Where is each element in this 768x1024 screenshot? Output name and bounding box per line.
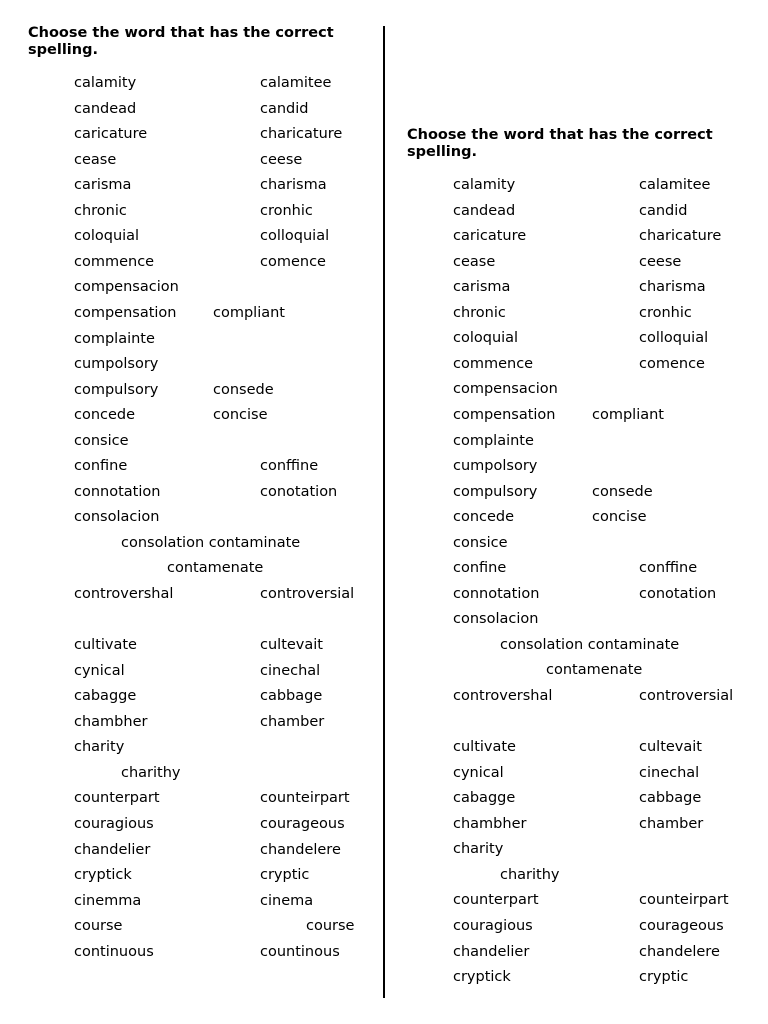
word-choice: conffine	[260, 458, 319, 475]
word-choice: course	[74, 918, 123, 935]
word-choice: charisma	[260, 177, 327, 194]
worksheet-title: Choose the word that has the correct spelling.	[28, 25, 334, 58]
word-choice: consolacion	[74, 509, 160, 526]
word-choice: compulsory	[453, 483, 538, 500]
word-choice: commence	[453, 355, 534, 372]
word-choice: concede	[453, 509, 515, 526]
word-choice: cryptick	[74, 867, 132, 884]
word-choice: carisma	[453, 279, 511, 296]
word-choice: comence	[260, 253, 326, 270]
word-choice: cabbage	[260, 688, 323, 705]
word-choice: cabagge	[453, 790, 516, 807]
word-choice: conotation	[260, 483, 338, 500]
word-choice: caricature	[453, 228, 527, 245]
word-choice: charisma	[639, 279, 706, 296]
word-choice: consolacion	[453, 611, 539, 628]
word-choice: chamber	[260, 713, 325, 730]
word-choice: cronhic	[260, 202, 313, 219]
word-choice: charithy	[500, 866, 560, 883]
word-choice: cinemma	[74, 892, 142, 909]
word-choice: charicature	[260, 126, 343, 143]
word-choice: calamitee	[639, 177, 711, 193]
word-choice: confine	[74, 458, 128, 475]
word-choice: couragious	[453, 917, 533, 934]
word-choice: cabbage	[639, 790, 702, 807]
word-choice: cabagge	[74, 688, 137, 705]
word-choice: coloquial	[453, 330, 519, 347]
word-choice: complainte	[453, 432, 534, 449]
word-choice: comence	[639, 355, 705, 372]
word-choice: consice	[453, 534, 508, 551]
word-choice: compensation	[453, 406, 556, 423]
word-choice: counteirpart	[639, 892, 729, 909]
word-choice: cultevait	[639, 739, 702, 756]
word-choice: cumpolsory	[74, 356, 159, 373]
word-choice: cultivate	[74, 637, 137, 654]
word-choice: coloquial	[74, 228, 140, 245]
word-choice: chronic	[74, 202, 127, 219]
word-choice: consede	[213, 381, 274, 398]
word-choice: ceese	[260, 151, 303, 168]
word-choice: cease	[74, 151, 117, 168]
word-choice: consice	[74, 432, 129, 449]
word-choice: candid	[639, 202, 688, 219]
word-choice: contamenate	[546, 662, 643, 679]
word-choice: connotation	[74, 483, 161, 500]
word-choice: complainte	[74, 330, 155, 347]
word-choice: compensation	[74, 304, 177, 321]
word-choice: candead	[453, 202, 516, 219]
word-choice: compensacion	[74, 279, 179, 296]
word-choice: controvershal	[453, 688, 553, 704]
word-choice: controversial	[260, 586, 355, 602]
word-choice: cryptic	[639, 969, 689, 986]
word-choice: cease	[453, 253, 496, 270]
word-choice: cronhic	[639, 304, 692, 321]
word-choice: chambher	[74, 713, 148, 730]
word-choice: charithy	[121, 764, 181, 781]
word-choice: ceese	[639, 253, 682, 270]
word-choice: concise	[213, 407, 268, 424]
word-choice: continuous	[74, 943, 154, 960]
word-choice: concede	[74, 407, 136, 424]
word-choice: counteirpart	[260, 790, 350, 807]
word-choice: counterpart	[74, 790, 160, 807]
word-choice: cultivate	[453, 739, 516, 756]
word-choice: connotation	[453, 585, 540, 602]
word-choice: charicature	[639, 228, 722, 245]
word-choice: cryptic	[260, 867, 310, 884]
word-choice: cryptick	[453, 969, 511, 986]
word-choice: cinechal	[639, 764, 700, 781]
word-choice: candid	[260, 100, 309, 117]
word-choice: charity	[453, 841, 504, 858]
word-choice: controvershal	[74, 586, 174, 602]
word-choice: cumpolsory	[453, 458, 538, 475]
word-choice: controversial	[639, 688, 734, 704]
word-choice: chronic	[453, 304, 506, 321]
word-choice: charity	[74, 739, 125, 756]
word-choice: cinechal	[260, 662, 321, 679]
word-choice: courageous	[639, 917, 724, 934]
word-choice: confine	[453, 560, 507, 577]
word-choice: compliant	[213, 304, 285, 321]
word-choice: chandelier	[74, 841, 151, 858]
word-choice: chandelere	[260, 841, 341, 858]
word-choice: compensacion	[453, 381, 558, 398]
word-choice: consolation contaminate	[121, 534, 301, 551]
word-choice: course	[306, 918, 355, 935]
word-choice: couragious	[74, 815, 154, 832]
word-choice: calamitee	[260, 75, 332, 91]
worksheet-title: Choose the word that has the correct spelling.	[407, 127, 713, 160]
word-choice: cynical	[74, 662, 125, 679]
word-choice: chandelere	[639, 943, 720, 960]
word-choice: concise	[592, 509, 647, 526]
word-choice: chambher	[453, 815, 527, 832]
word-choice: cultevait	[260, 637, 323, 654]
word-choice: calamity	[453, 177, 516, 193]
word-choice: colloquial	[260, 228, 330, 245]
word-choice: chamber	[639, 815, 704, 832]
word-choice: candead	[74, 100, 137, 117]
word-choice: countinous	[260, 943, 340, 960]
word-choice: carisma	[74, 177, 132, 194]
word-choice: contamenate	[167, 560, 264, 577]
word-choice: courageous	[260, 815, 345, 832]
word-choice: colloquial	[639, 330, 709, 347]
word-choice: chandelier	[453, 943, 530, 960]
word-choice: calamity	[74, 75, 137, 91]
word-choice: conffine	[639, 560, 698, 577]
word-choice: compliant	[592, 406, 664, 423]
word-choice: commence	[74, 253, 155, 270]
word-choice: compulsory	[74, 381, 159, 398]
word-choice: cinema	[260, 892, 314, 909]
word-choice: conotation	[639, 585, 717, 602]
column-divider	[383, 26, 385, 998]
word-choice: caricature	[74, 126, 148, 143]
word-choice: consolation contaminate	[500, 636, 680, 653]
word-choice: cynical	[453, 764, 504, 781]
word-choice: counterpart	[453, 892, 539, 909]
word-choice: consede	[592, 483, 653, 500]
